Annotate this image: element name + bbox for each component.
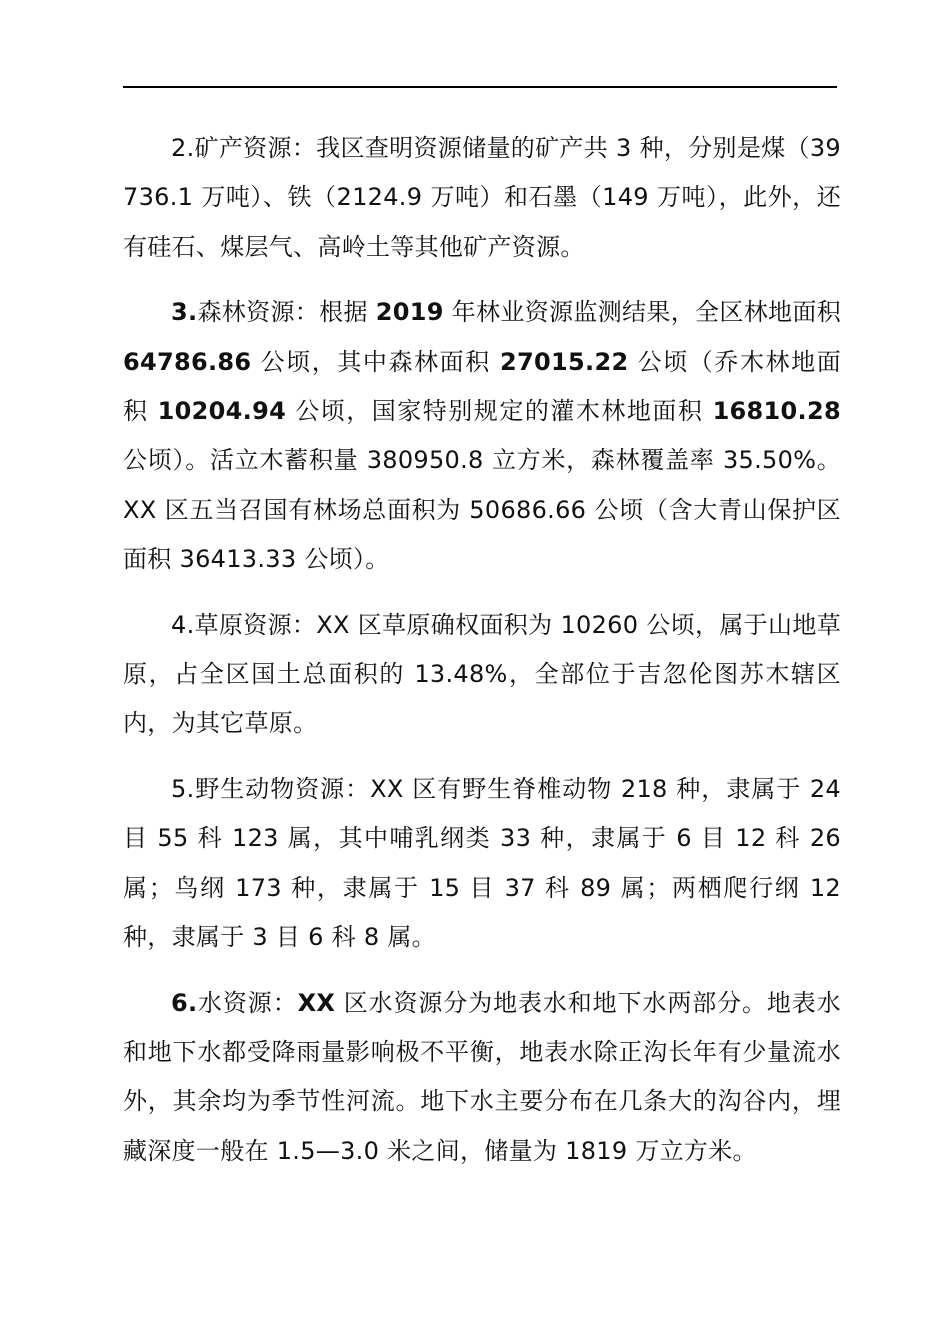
paragraph-text: 水资源： xyxy=(197,988,298,1017)
paragraph-text: 公顷）。活立木蓄积量 380950.8 立方米，森林覆盖率 35.50%。XX 区五当召国有林场总面积为 50686.66 公顷（含大青山保护区面积 36413.33 公顷）。 xyxy=(123,446,841,574)
paragraph-water-resources xyxy=(123,979,841,1177)
paragraph-text: 公顷，其中森林面积 xyxy=(251,347,501,376)
paragraph-forest-resources xyxy=(123,288,841,584)
header-rule xyxy=(123,86,837,88)
paragraph-text: 公顷，国家特别规定的灌木林地面积 xyxy=(286,397,713,426)
section-number: 3. xyxy=(171,298,198,327)
paragraph-wildlife-resources xyxy=(123,765,841,963)
highlight-shrub-area: 16810.28 xyxy=(712,397,841,426)
paragraph-grassland-resources xyxy=(123,601,841,749)
highlight-region-name: XX xyxy=(297,988,336,1017)
highlight-year: 2019 xyxy=(375,298,444,327)
paragraph-text: 4.草原资源：XX 区草原确权面积为 10260 公顷，属于山地草原，占全区国土总面积的 13.48%，全部位于吉忽伦图苏木辖区内，为其它草原。 xyxy=(123,610,841,738)
paragraph-text: 森林资源：根据 xyxy=(197,298,376,327)
highlight-total-area: 64786.86 xyxy=(123,347,252,376)
paragraph-text: 5.野生动物资源：XX 区有野生脊椎动物 218 种，隶属于 24 目 55 科 123 属，其中哺乳纲类 33 种，隶属于 6 目 12 科 26 属；鸟纲 173 种，隶属于 15 目 37 科 89 属；两栖爬行纲 12 种，隶属于 3 目 6 科 8 属。 xyxy=(123,774,841,952)
paragraph-text: 公顷（乔木林地面积 xyxy=(123,347,841,426)
document-body xyxy=(123,124,841,1176)
paragraph-text: 2.矿产资源：我区查明资源储量的矿产共 3 种，分别是煤（39736.1 万吨）、铁（2124.9 万吨）和石墨（149 万吨），此外，还有硅石、煤层气、高岭土等其他矿产资源。 xyxy=(123,134,841,261)
highlight-arbor-area: 10204.94 xyxy=(157,397,287,426)
paragraph-text: 区水资源分为地表水和地下水两部分。地表水和地下水都受降雨量影响极不平衡，地表水除正沟长年有少量流水外，其余均为季节性河流。地下水主要分布在几条大的沟谷内，埋藏深度一般在 1.5—3.0 米之间，储量为 1819 万立方米。 xyxy=(123,988,841,1165)
highlight-forest-area: 27015.22 xyxy=(500,347,629,376)
paragraph-text: 年林业资源监测结果，全区林地面积 xyxy=(443,298,841,327)
section-number: 6. xyxy=(171,988,198,1017)
paragraph-mineral-resources xyxy=(123,124,841,272)
